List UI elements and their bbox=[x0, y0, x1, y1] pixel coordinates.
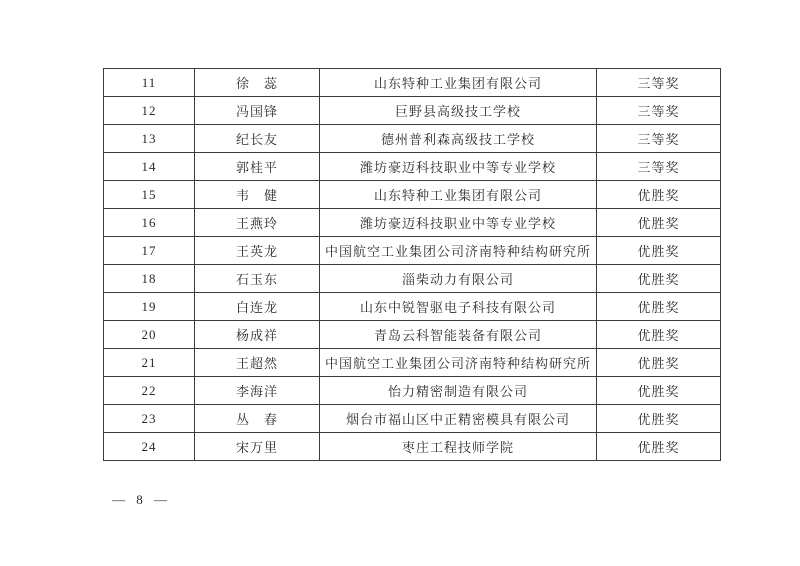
row-number: 13 bbox=[104, 125, 195, 153]
row-number: 21 bbox=[104, 349, 195, 377]
award-level: 优胜奖 bbox=[597, 293, 721, 321]
award-level: 优胜奖 bbox=[597, 265, 721, 293]
table-row bbox=[104, 433, 721, 461]
winner-name: 徐 蕊 bbox=[195, 69, 320, 97]
organization: 枣庄工程技师学院 bbox=[320, 433, 597, 461]
table-row bbox=[104, 265, 721, 293]
winner-name: 冯国锋 bbox=[195, 97, 320, 125]
table-row bbox=[104, 349, 721, 377]
organization: 中国航空工业集团公司济南特种结构研究所 bbox=[320, 349, 597, 377]
organization: 山东中锐智驱电子科技有限公司 bbox=[320, 293, 597, 321]
winner-name: 王超然 bbox=[195, 349, 320, 377]
winner-name: 王英龙 bbox=[195, 237, 320, 265]
winner-name: 郭桂平 bbox=[195, 153, 320, 181]
organization: 德州普利森高级技工学校 bbox=[320, 125, 597, 153]
award-table bbox=[103, 68, 721, 461]
winner-name: 杨成祥 bbox=[195, 321, 320, 349]
winner-name: 白连龙 bbox=[195, 293, 320, 321]
organization: 青岛云科智能装备有限公司 bbox=[320, 321, 597, 349]
table-row bbox=[104, 405, 721, 433]
winner-name: 王燕玲 bbox=[195, 209, 320, 237]
award-level: 优胜奖 bbox=[597, 321, 721, 349]
organization: 烟台市福山区中正精密模具有限公司 bbox=[320, 405, 597, 433]
row-number: 24 bbox=[104, 433, 195, 461]
table-row bbox=[104, 69, 721, 97]
page-number: — 8 — bbox=[112, 492, 171, 507]
organization: 巨野县高级技工学校 bbox=[320, 97, 597, 125]
winner-name: 纪长友 bbox=[195, 125, 320, 153]
award-level: 优胜奖 bbox=[597, 237, 721, 265]
row-number: 16 bbox=[104, 209, 195, 237]
table-row bbox=[104, 181, 721, 209]
row-number: 11 bbox=[104, 69, 195, 97]
winner-name: 宋万里 bbox=[195, 433, 320, 461]
winner-name: 李海洋 bbox=[195, 377, 320, 405]
award-level: 三等奖 bbox=[597, 97, 721, 125]
award-level: 优胜奖 bbox=[597, 377, 721, 405]
table-row bbox=[104, 209, 721, 237]
table-row bbox=[104, 321, 721, 349]
table-row bbox=[104, 97, 721, 125]
table-row bbox=[104, 377, 721, 405]
table-row bbox=[104, 125, 721, 153]
winner-name: 丛 春 bbox=[195, 405, 320, 433]
row-number: 14 bbox=[104, 153, 195, 181]
row-number: 20 bbox=[104, 321, 195, 349]
organization: 怡力精密制造有限公司 bbox=[320, 377, 597, 405]
organization: 山东特种工业集团有限公司 bbox=[320, 69, 597, 97]
organization: 山东特种工业集团有限公司 bbox=[320, 181, 597, 209]
row-number: 12 bbox=[104, 97, 195, 125]
row-number: 17 bbox=[104, 237, 195, 265]
table-body bbox=[104, 69, 721, 461]
table-row bbox=[104, 153, 721, 181]
row-number: 18 bbox=[104, 265, 195, 293]
award-level: 三等奖 bbox=[597, 69, 721, 97]
organization: 潍坊豪迈科技职业中等专业学校 bbox=[320, 153, 597, 181]
winner-name: 韦 健 bbox=[195, 181, 320, 209]
row-number: 22 bbox=[104, 377, 195, 405]
winner-name: 石玉东 bbox=[195, 265, 320, 293]
award-level: 优胜奖 bbox=[597, 209, 721, 237]
row-number: 19 bbox=[104, 293, 195, 321]
award-level: 优胜奖 bbox=[597, 433, 721, 461]
award-level: 三等奖 bbox=[597, 125, 721, 153]
award-level: 三等奖 bbox=[597, 153, 721, 181]
award-level: 优胜奖 bbox=[597, 405, 721, 433]
organization: 潍坊豪迈科技职业中等专业学校 bbox=[320, 209, 597, 237]
table-row bbox=[104, 293, 721, 321]
organization: 淄柴动力有限公司 bbox=[320, 265, 597, 293]
organization: 中国航空工业集团公司济南特种结构研究所 bbox=[320, 237, 597, 265]
table-row bbox=[104, 237, 721, 265]
row-number: 15 bbox=[104, 181, 195, 209]
award-level: 优胜奖 bbox=[597, 349, 721, 377]
award-level: 优胜奖 bbox=[597, 181, 721, 209]
row-number: 23 bbox=[104, 405, 195, 433]
